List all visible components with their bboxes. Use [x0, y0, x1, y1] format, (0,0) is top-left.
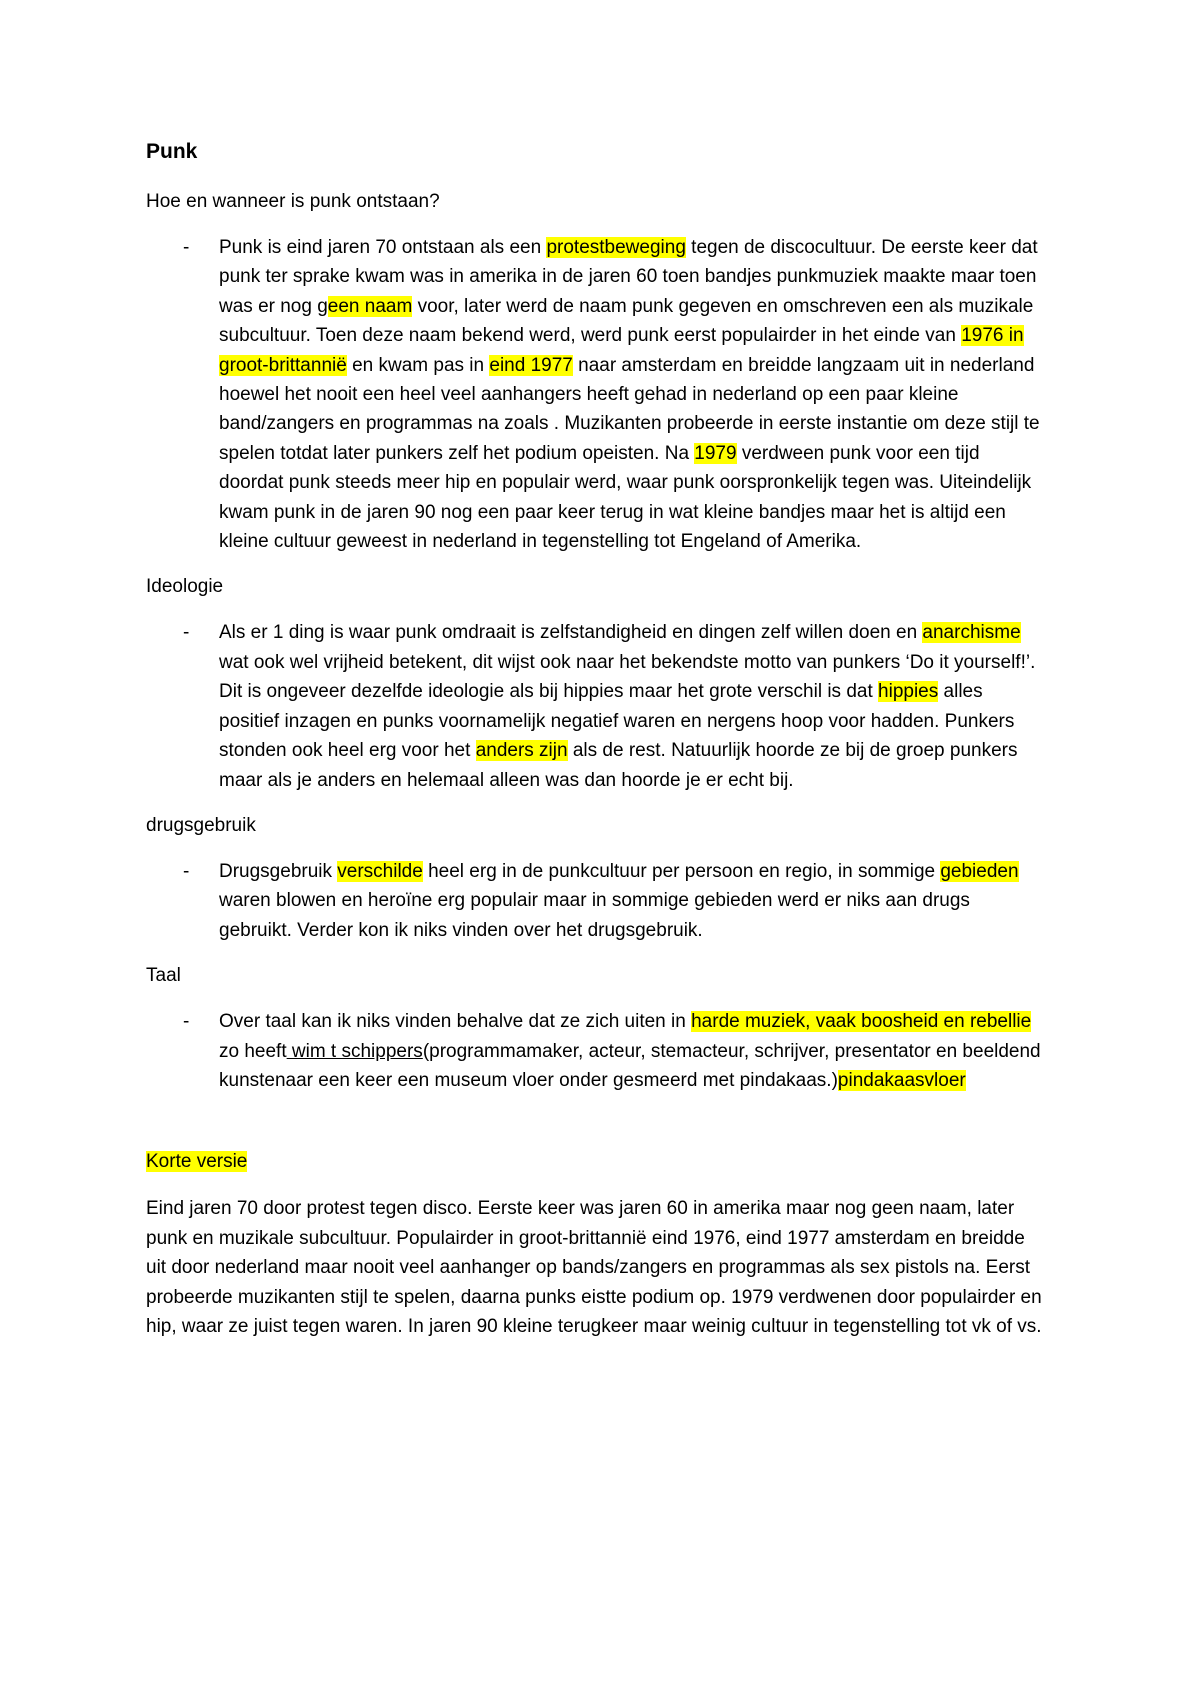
- highlight-verschilde: verschilde: [337, 860, 423, 882]
- highlight-1976: 1976 in groot-brittannië: [219, 325, 1024, 376]
- paragraph-drugs: Drugsgebruik verschilde heel erg in de punkcultuur per persoon en regio, in sommige gebieden waren blowen en heroïne erg populair maar in sommige gebieden werd er niks aan drugs gebruikt. Verder kon ik niks vinden over het drugsgebruik.: [219, 860, 1019, 941]
- bullet-dash: -: [183, 1011, 190, 1033]
- highlight-gebieden: gebieden: [940, 860, 1019, 882]
- spacer: [146, 1112, 1046, 1148]
- document-body: [146, 138, 1046, 1341]
- section-heading-language: Taal: [146, 965, 181, 987]
- bullet-dash: -: [183, 622, 190, 644]
- paragraph-origin: Punk is eind jaren 70 ontstaan als een protestbeweging tegen de discocultuur. De eerste keer dat punk ter sprake kwam was in amerika in de jaren 60 toen bandjes punkmuziek maakte maar toen was er nog geen naam voor, later werd de naam punk gegeven en omschreven een als muzikale subcultuur. Toen deze naam bekend werd, werd punk eerst populairder in het einde van 1976 in groot-brittannië en kwam pas in eind 1977 naar amsterdam en breidde langzaam uit in nederland hoewel het nooit een heel veel aanhangers heeft gehad in nederland op een paar kleine band/zangers en programmas na zoals . Muzikanten probeerde in eerste instantie om deze stijl te spelen totdat later punkers zelf het podium opeisten. Na 1979 verdween punk voor een tijd doordat punk steeds meer hip en populair werd, waar punk oorspronkelijk tegen was. Uiteindelijk kwam punk in de jaren 90 nog een paar keer terug in wat kleine bandjes maar het is altijd een kleine cultuur geweest in nederland in tegenstelling tot Engeland of Amerika.: [219, 237, 1040, 553]
- bullet-ideology: [146, 618, 1046, 794]
- document-title: Punk: [146, 140, 198, 163]
- highlight-harde-muziek: harde muziek, vaak boosheid en rebellie: [691, 1011, 1032, 1033]
- section-heading-drugs: drugsgebruik: [146, 814, 256, 836]
- highlight-pindakaasvloer: pindakaasvloer: [837, 1069, 966, 1091]
- highlight-hippies: hippies: [878, 681, 939, 703]
- highlight-eind-1977: eind 1977: [489, 354, 573, 376]
- bullet-dash: -: [183, 860, 190, 882]
- highlight-protestbeweging: protestbeweging: [546, 237, 686, 258]
- bullet-language: [146, 1007, 1046, 1095]
- bullet-origin: [146, 233, 1046, 556]
- paragraph-ideology: Als er 1 ding is waar punk omdraait is zelfstandigheid en dingen zelf willen doen en anarchisme wat ook wel vrijheid betekent, dit wijst ook naar het bekendste motto van punkers ‘Do it yourself!’. Dit is ongeveer dezelfde ideologie als bij hippies maar het grote verschil is dat hippies alles positief inzagen en punks voornamelijk negatief waren en nergens hoop voor hadden. Punkers stonden ook heel erg voor het anders zijn als de rest. Natuurlijk hoorde ze bij de groep punkers maar als je anders en helemaal alleen was dan hoorde je er echt bij.: [219, 622, 1036, 791]
- short-version-text: Eind jaren 70 door protest tegen disco. Eerste keer was jaren 60 in amerika maar nog geen naam, later punk en muzikale subcultuur. Populairder in groot-brittannië eind 1976, eind 1977 amsterdam en breidde uit door nederland maar nooit veel aanhanger op bands/zangers en programmas als sex pistols na. Eerst probeerde muzikanten stijl te spelen, daarna punks eistte podium op. 1979 verdwenen door populairder en hip, waar ze juist tegen waren. In jaren 90 kleine terugkeer maar weinig cultuur in tegenstelling tot vk of vs.: [146, 1198, 1042, 1337]
- bullet-dash: -: [183, 237, 190, 258]
- bullet-drugs: [146, 857, 1046, 945]
- highlight-1979: 1979: [694, 442, 737, 464]
- section-heading-origin: Hoe en wanneer is punk ontstaan?: [146, 191, 440, 212]
- paragraph-language: Over taal kan ik niks vinden behalve dat ze zich uiten in harde muziek, vaak boosheid en rebellie zo heeft wim t schippers(programmamaker, acteur, stemacteur, schrijver, presentator en beeldend kunstenaar een keer een museum vloer onder gesmeerd met pindakaas.)pindakaasvloer: [219, 1011, 1041, 1091]
- underlined-wim-t-schippers: wim t schippers: [286, 1040, 423, 1062]
- short-version-heading: Korte versie: [146, 1151, 248, 1173]
- section-heading-ideology: Ideologie: [146, 576, 224, 598]
- highlight-anarchisme: anarchisme: [922, 622, 1021, 644]
- highlight-geen-naam: een naam: [327, 295, 413, 317]
- highlight-anders-zijn: anders zijn: [475, 740, 568, 762]
